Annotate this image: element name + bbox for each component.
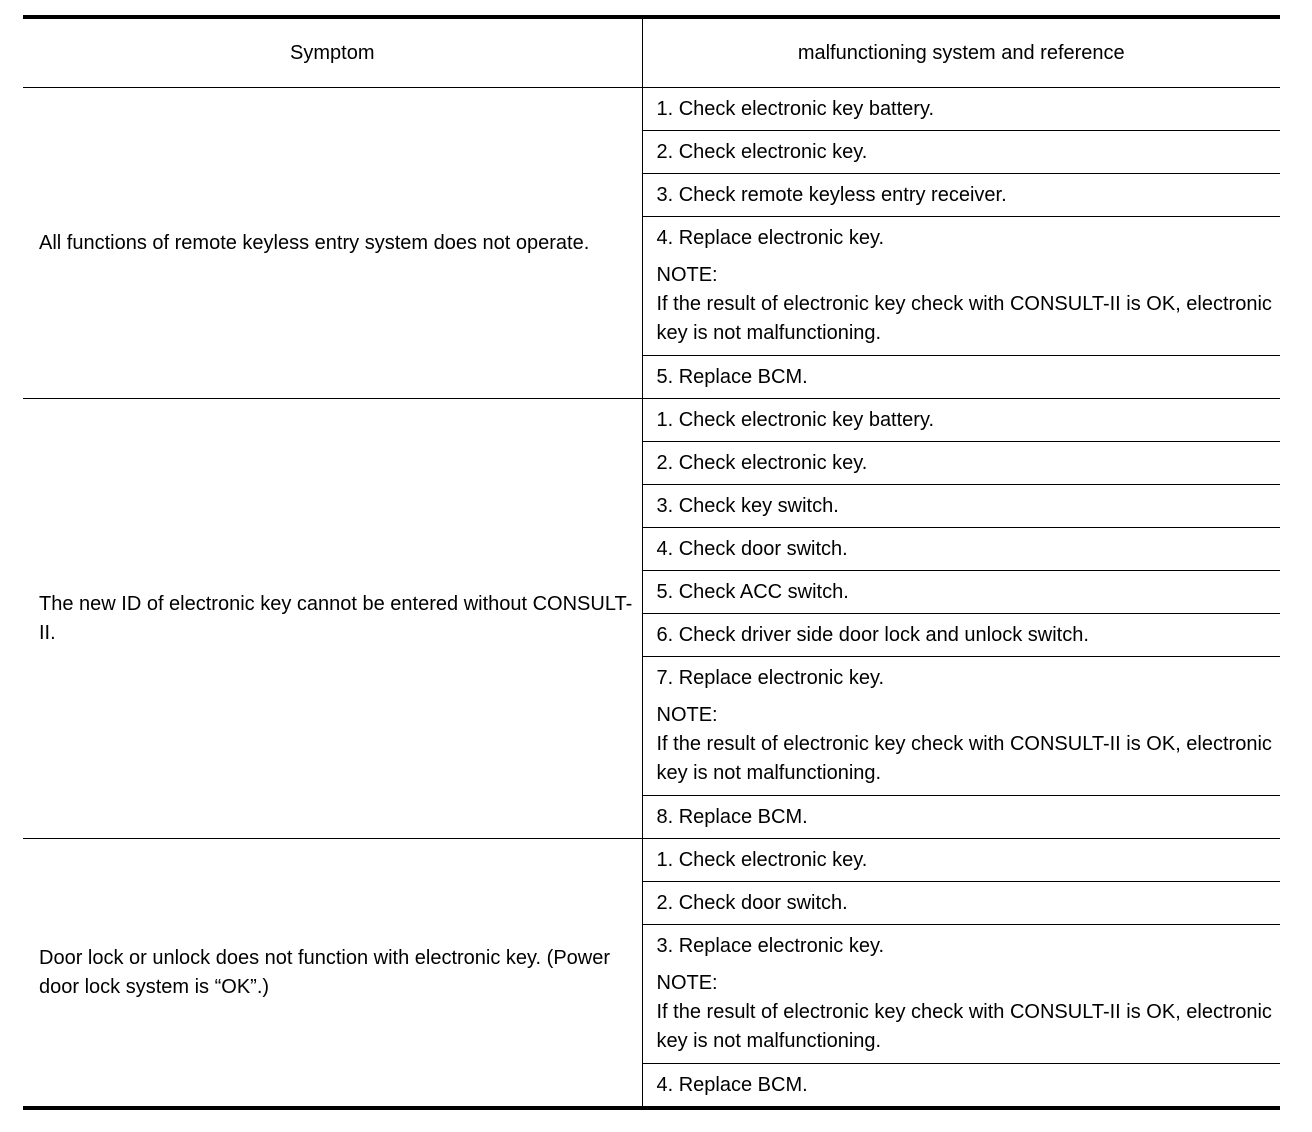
step-cell: 4. Check door switch. bbox=[642, 528, 1280, 571]
step-cell: 2. Check door switch. bbox=[642, 882, 1280, 925]
step-cell: 5. Check ACC switch. bbox=[642, 571, 1280, 614]
step-cell: 3. Check key switch. bbox=[642, 485, 1280, 528]
step-cell: 1. Check electronic key battery. bbox=[642, 88, 1280, 131]
symptom-cell: Door lock or unlock does not function with electronic key. (Power door lock system is “OK”.) bbox=[23, 839, 642, 1109]
trouble-diagnosis-table bbox=[23, 15, 1280, 1110]
step-cell-with-note bbox=[642, 657, 1280, 796]
table-row bbox=[23, 839, 1280, 882]
note-label: NOTE: bbox=[656, 264, 718, 286]
note-label: NOTE: bbox=[656, 704, 718, 726]
table-row bbox=[23, 399, 1280, 442]
table-row bbox=[23, 88, 1280, 131]
step-cell-with-note bbox=[642, 925, 1280, 1064]
note-text: If the result of electronic key check with CONSULT-II is OK, electronic key is not malfunctioning. bbox=[656, 1001, 1272, 1052]
note-text: If the result of electronic key check with CONSULT-II is OK, electronic key is not malfunctioning. bbox=[656, 293, 1272, 344]
symptom-cell: The new ID of electronic key cannot be entered without CONSULT-II. bbox=[23, 399, 642, 839]
step-cell: 1. Check electronic key battery. bbox=[642, 399, 1280, 442]
header-row bbox=[23, 17, 1280, 88]
note-label: NOTE: bbox=[656, 972, 718, 994]
step-cell-with-note bbox=[642, 217, 1280, 356]
step-cell: 5. Replace BCM. bbox=[642, 356, 1280, 399]
step-text: 7. Replace electronic key. bbox=[656, 667, 885, 689]
step-cell: 6. Check driver side door lock and unlock switch. bbox=[642, 614, 1280, 657]
step-cell: 1. Check electronic key. bbox=[642, 839, 1280, 882]
step-text: 4. Replace electronic key. bbox=[656, 227, 885, 249]
step-cell: 2. Check electronic key. bbox=[642, 442, 1280, 485]
step-cell: 8. Replace BCM. bbox=[642, 796, 1280, 839]
step-cell: 3. Check remote keyless entry receiver. bbox=[642, 174, 1280, 217]
step-text: 3. Replace electronic key. bbox=[656, 935, 885, 957]
step-cell: 4. Replace BCM. bbox=[642, 1064, 1280, 1109]
step-cell: 2. Check electronic key. bbox=[642, 131, 1280, 174]
header-symptom: Symptom bbox=[23, 17, 642, 88]
header-reference: malfunctioning system and reference bbox=[642, 17, 1280, 88]
note-text: If the result of electronic key check with CONSULT-II is OK, electronic key is not malfunctioning. bbox=[656, 733, 1272, 784]
symptom-cell: All functions of remote keyless entry system does not operate. bbox=[23, 88, 642, 399]
